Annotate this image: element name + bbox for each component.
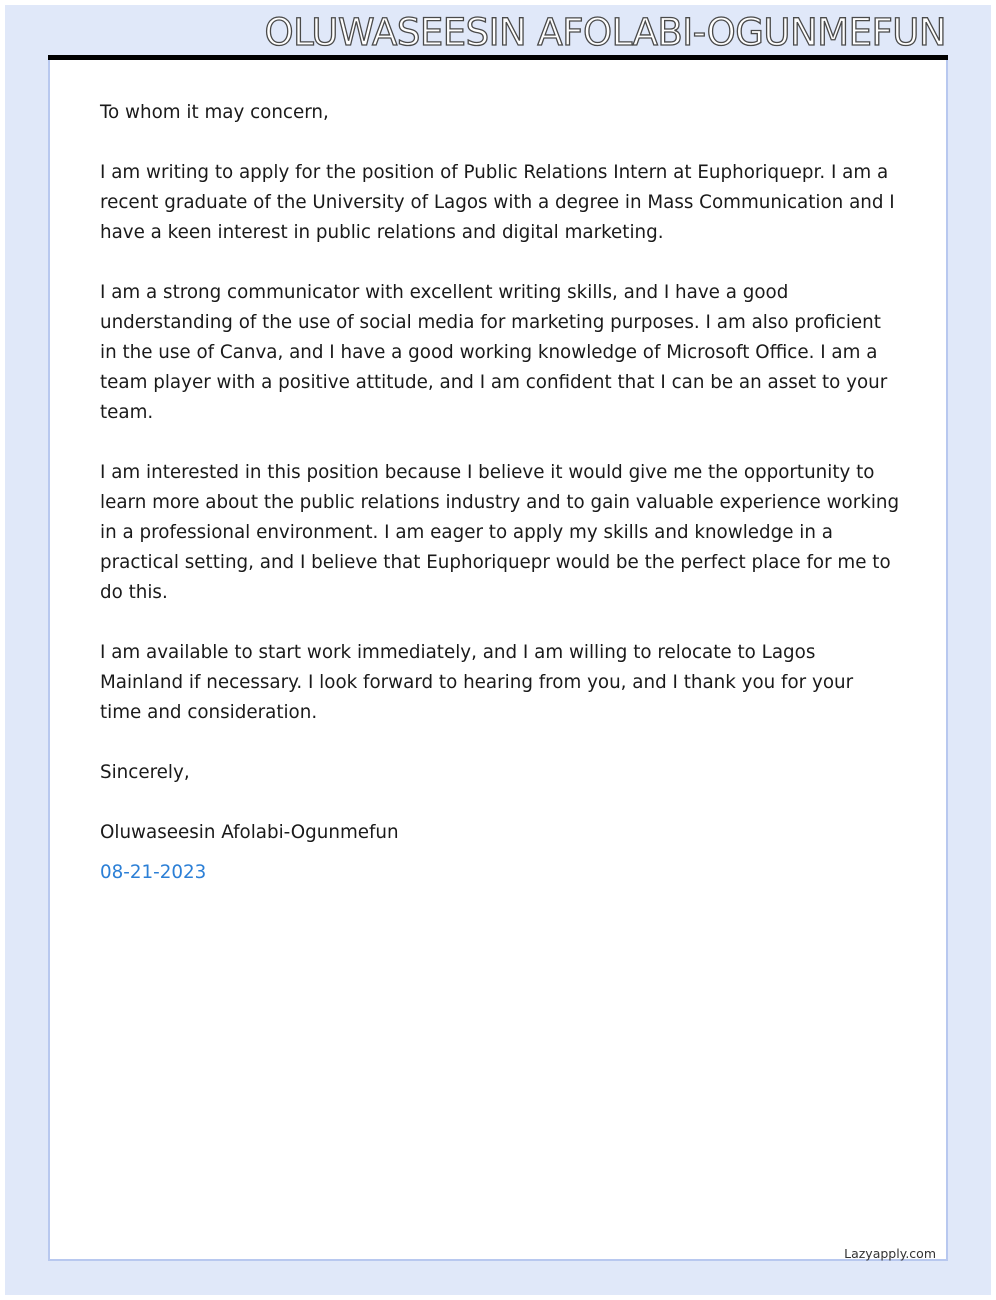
paragraph-2: I am a strong communicator with excellent writing skills, and I have a good understanding of the use of social media for marketing purposes. I am also proficient in the use of Canva, and I have a good working knowledge of Microsoft Office. I am a team player with a positive attitude, and I am confident that I can be an asset to your team. xyxy=(100,282,888,423)
paragraph-1: I am writing to apply for the position of Public Relations Intern at Euphoriquepr. I am a recent graduate of the University of Lagos with a degree in Mass Communication and I have a keen interest in public relations and digital marketing. xyxy=(100,162,895,243)
salutation: To whom it may concern, xyxy=(100,102,329,123)
paragraph-3: I am interested in this position because I believe it would give me the opportunity to learn more about the public relations industry and to gain valuable experience working in a professional environment. I am eager to apply my skills and knowledge in a practical setting, and I believe that Euphoriquepr would be the perfect place for me to do this. xyxy=(100,462,900,603)
applicant-name-heading: OLUWASEESIN AFOLABI-OGUNMEFUN xyxy=(264,11,946,54)
footer-brand-link[interactable]: Lazyapply.com xyxy=(844,1246,936,1261)
paragraph-4: I am available to start work immediately, and I am willing to relocate to Lagos Mainland if necessary. I look forward to hearing from you, and I thank you for your time and consideration. xyxy=(100,642,854,723)
letter-date[interactable]: 08-21-2023 xyxy=(100,862,207,883)
signer-name: Oluwaseesin Afolabi-Ogunmefun xyxy=(100,822,399,843)
closing: Sincerely, xyxy=(100,762,190,783)
cover-letter-body xyxy=(100,98,900,888)
